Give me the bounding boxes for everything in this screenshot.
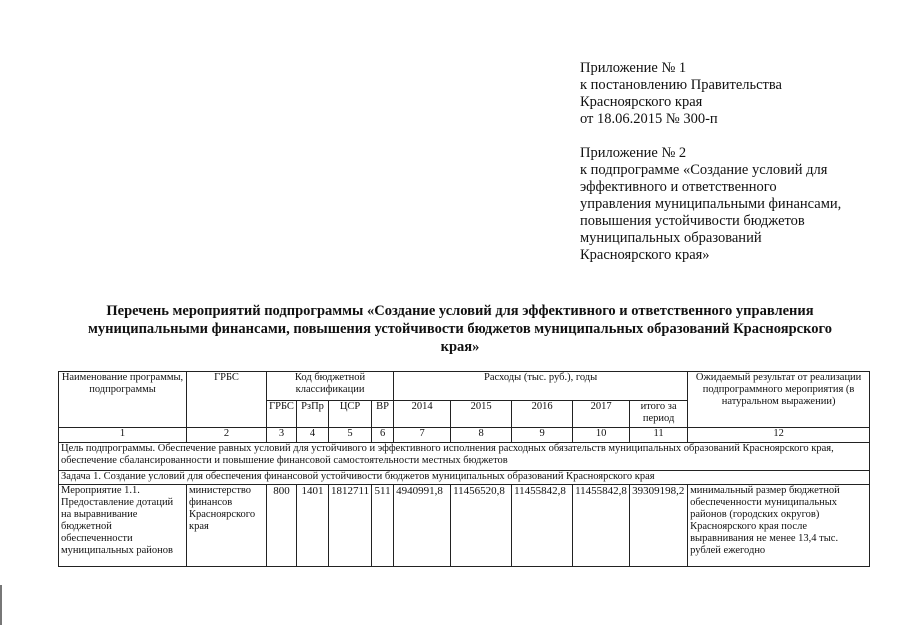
column-index: 2 [187, 428, 267, 443]
appendix-2-line: к подпрограмме «Создание условий для [580, 162, 828, 178]
scan-edge-mark [0, 585, 2, 625]
appendix-1-line: Приложение № 1 [580, 60, 687, 76]
measure-grbs-code: 800 [267, 485, 297, 567]
program-goal: Цель подпрограммы. Обеспечение равных условий для устойчивого и эффективного исполнения расходных обязательств муниципальных образований Красноярского края, обеспечение сбалансированности и повышение финансовой самостоятельности местных бюджетов [59, 443, 870, 471]
appendix-2-line: Красноярского края» [580, 247, 710, 263]
header-code-rzpr: РзПр [297, 401, 329, 428]
header-year-2017: 2017 [573, 401, 630, 428]
measure-grbs: министерство финансов Красноярского края [187, 485, 267, 567]
appendix-1-line: к постановлению Правительства [580, 77, 782, 93]
header-name: Наименование программы, подпрограммы [59, 372, 187, 428]
title-line: края» [440, 339, 480, 355]
header-total: итого за период [630, 401, 688, 428]
measure-cost-2016: 11455842,8 [512, 485, 573, 567]
header-year-2014: 2014 [394, 401, 451, 428]
header-year-2015: 2015 [451, 401, 512, 428]
appendix-2-line: управления муниципальными финансами, [580, 196, 842, 212]
header-expected-result: Ожидаемый результат от реализации подпрограммного мероприятия (в натуральном выражении) [688, 372, 870, 428]
appendix-2-line: муниципальных образований [580, 230, 762, 246]
appendix-2-line: Приложение № 2 [580, 145, 687, 161]
column-index-row [59, 428, 870, 443]
column-index: 8 [451, 428, 512, 443]
header-year-2016: 2016 [512, 401, 573, 428]
task-row [59, 471, 870, 485]
column-index: 6 [372, 428, 394, 443]
measure-name: Мероприятие 1.1. Предоставление дотаций на выравнивание бюджетной обеспеченности муниципальных районов [59, 485, 187, 567]
document-title [60, 302, 860, 356]
column-index: 11 [630, 428, 688, 443]
column-index: 4 [297, 428, 329, 443]
header-code-csr: ЦСР [329, 401, 372, 428]
measure-cost-2015: 11456520,8 [451, 485, 512, 567]
header-code-vr: ВР [372, 401, 394, 428]
measure-cost-total: 39309198,2 [630, 485, 688, 567]
goal-row [59, 443, 870, 471]
header-budget-code: Код бюджетной классификации [267, 372, 394, 401]
header-row-1 [59, 372, 870, 401]
column-index: 5 [329, 428, 372, 443]
measure-rzpr: 1401 [297, 485, 329, 567]
measure-vr: 511 [372, 485, 394, 567]
measure-csr: 1812711 [329, 485, 372, 567]
column-index: 9 [512, 428, 573, 443]
appendix-1-line: от 18.06.2015 № 300-п [580, 111, 718, 127]
appendix-2-line: повышения устойчивости бюджетов [580, 213, 805, 229]
column-index: 7 [394, 428, 451, 443]
column-index: 12 [688, 428, 870, 443]
title-line: муниципальными финансами, повышения устойчивости бюджетов муниципальных образований Красноярского [88, 321, 832, 337]
appendix-1-block [580, 60, 782, 128]
header-costs: Расходы (тыс. руб.), годы [394, 372, 688, 401]
appendix-2-line: эффективного и ответственного [580, 179, 777, 195]
column-index: 3 [267, 428, 297, 443]
title-line: Перечень мероприятий подпрограммы «Создание условий для эффективного и ответственного управления [106, 303, 814, 319]
column-index: 1 [59, 428, 187, 443]
column-index: 10 [573, 428, 630, 443]
appendix-1-line: Красноярского края [580, 94, 703, 110]
header-code-grbs: ГРБС [267, 401, 297, 428]
header-grbs: ГРБС [187, 372, 267, 428]
program-task: Задача 1. Создание условий для обеспечения финансовой устойчивости бюджетов муниципальных образований Красноярского края [59, 471, 870, 485]
measure-cost-2017: 11455842,8 [573, 485, 630, 567]
measure-expected-result: минимальный размер бюджетной обеспеченности муниципальных районов (городских округов) Красноярского края после выравнивания не менее 13,4 тыс. рублей ежегодно [688, 485, 870, 567]
measures-table [58, 371, 870, 567]
table-row [59, 485, 870, 567]
appendix-2-block [580, 145, 841, 264]
measure-cost-2014: 4940991,8 [394, 485, 451, 567]
